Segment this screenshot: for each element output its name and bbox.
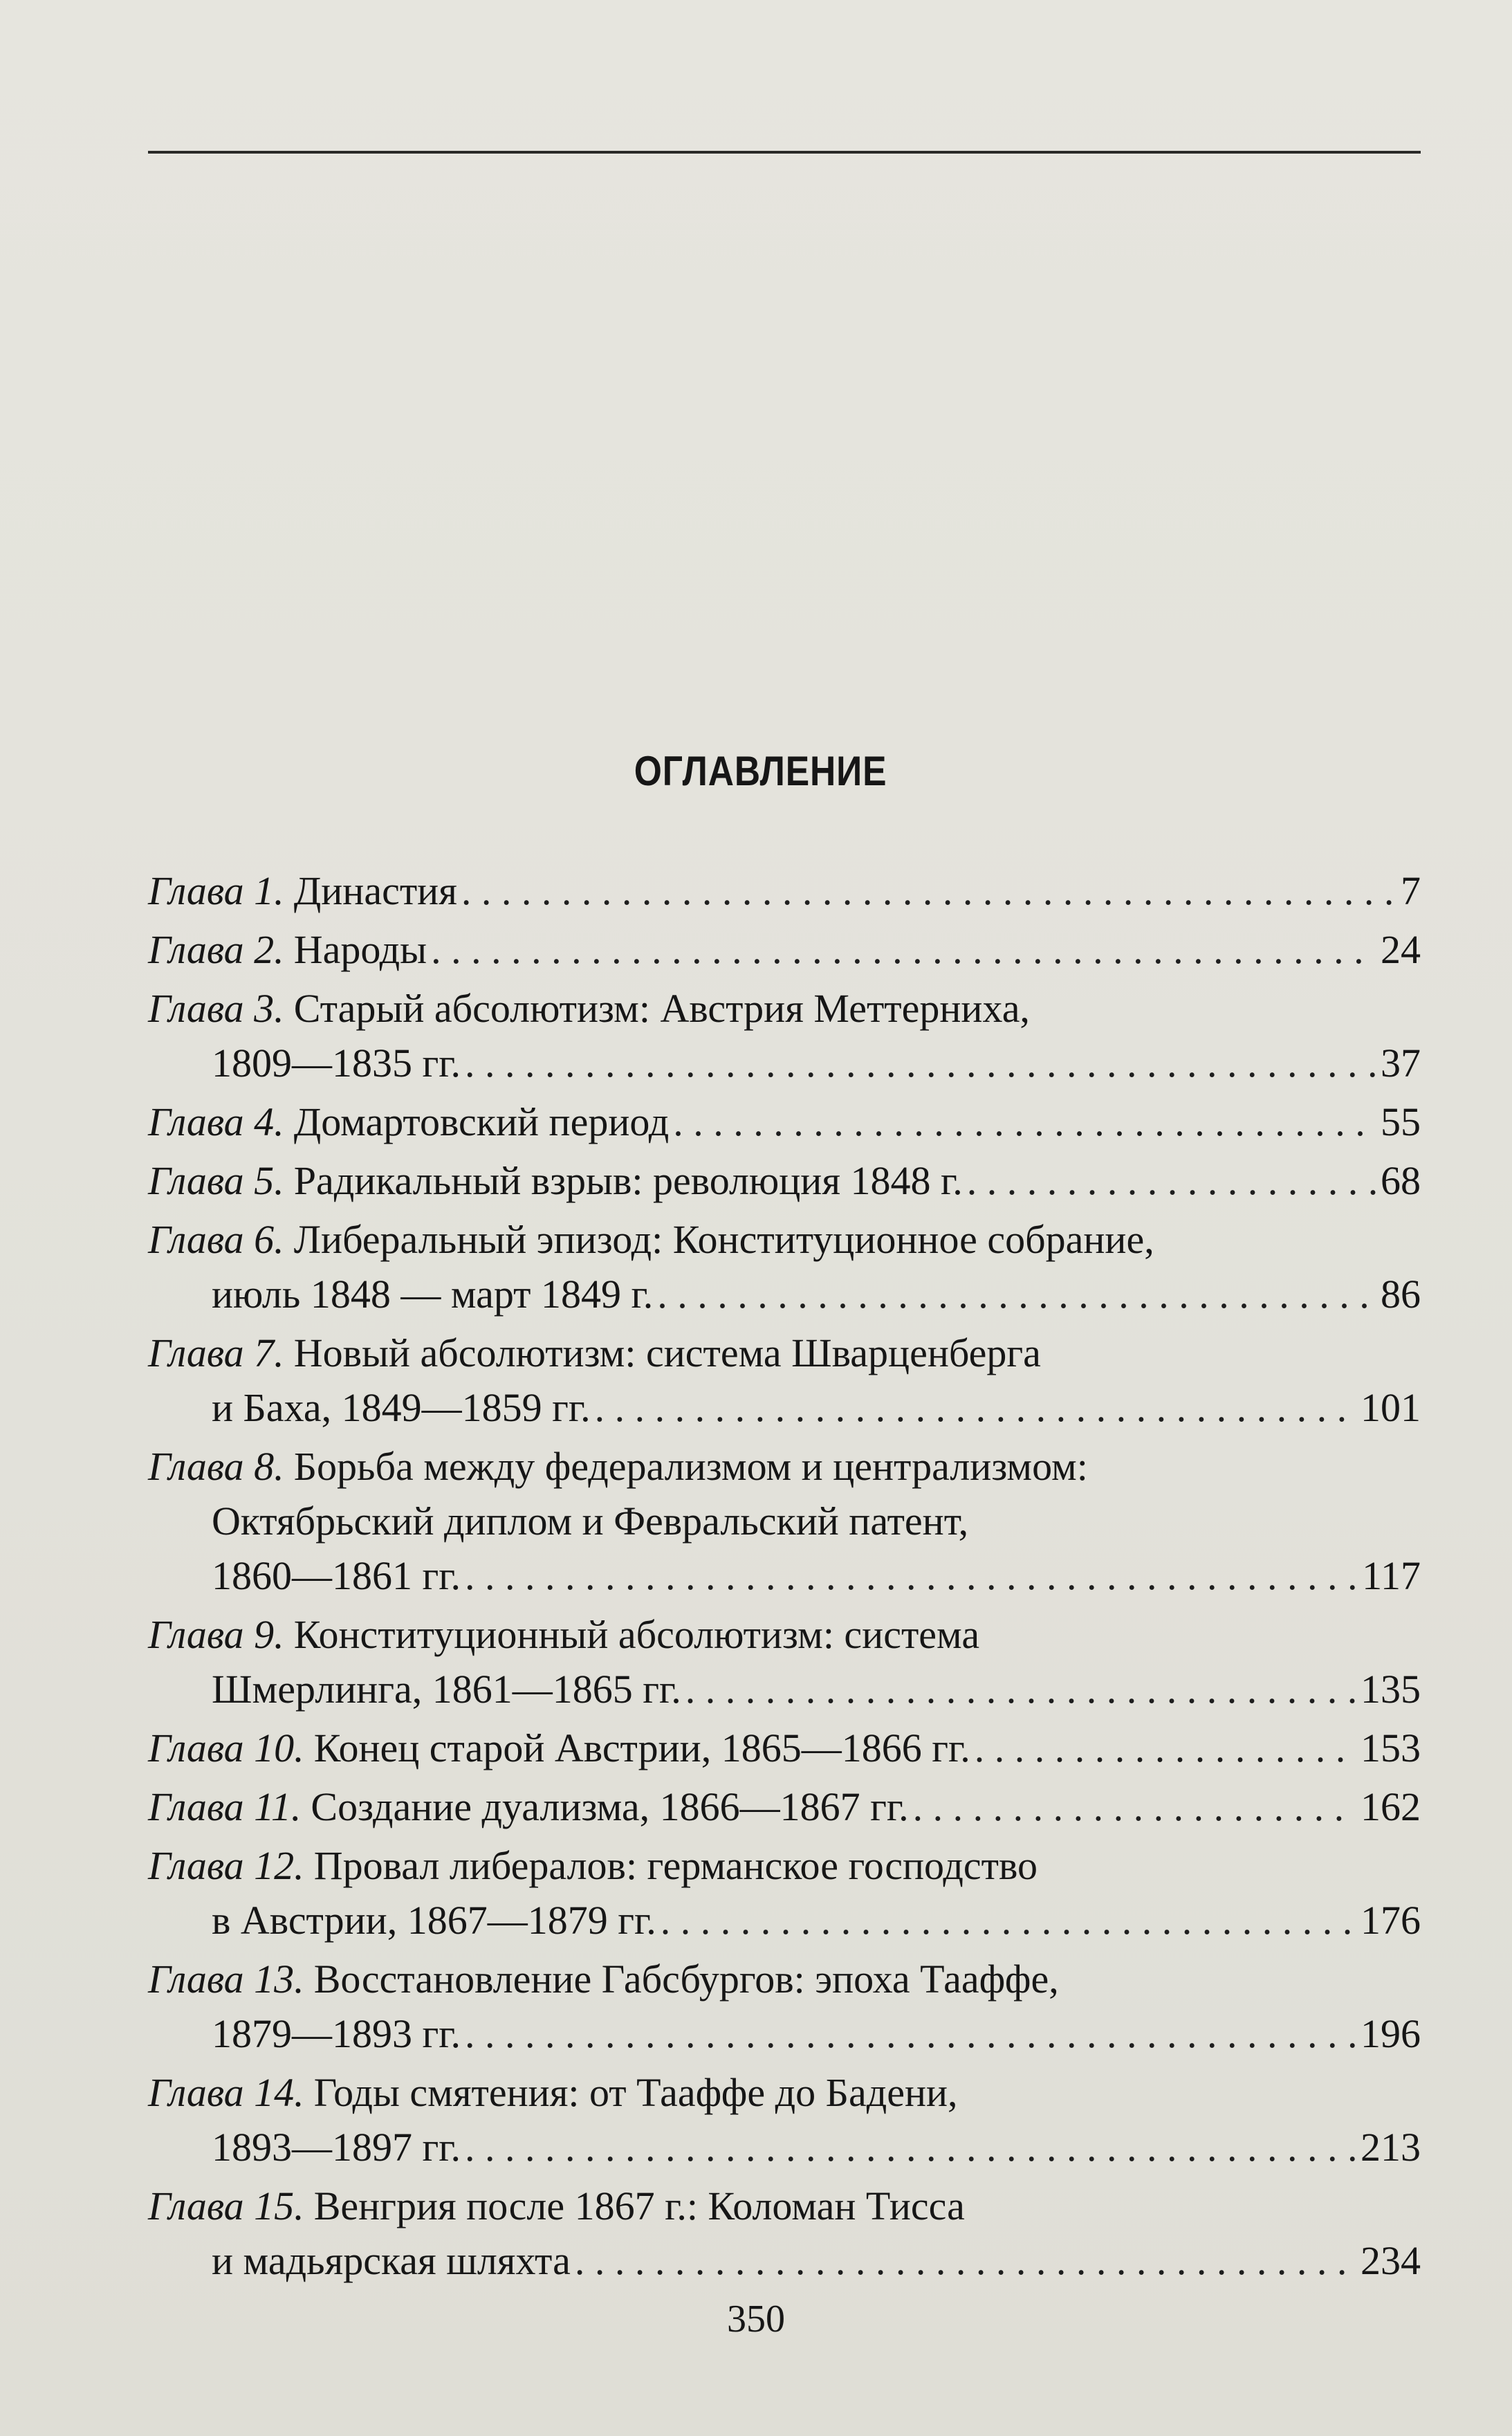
chapter-page-number: 7	[1401, 868, 1421, 913]
toc-entry[interactable]	[148, 1838, 1421, 1948]
chapter-label: Глава 10.	[148, 1725, 304, 1770]
toc-entry-continuation-line	[148, 1380, 1421, 1435]
chapter-title-text: Восстановление Габсбургов: эпоха Тааффе,	[313, 1957, 1059, 2002]
chapter-label: Глава 8.	[148, 1444, 284, 1489]
chapter-label: Глава 14.	[148, 2070, 304, 2115]
toc-entry-continuation-line	[148, 1662, 1421, 1716]
chapter-title-text: 1860—1861 гг.	[212, 1553, 461, 1598]
toc-entry-first-line	[148, 1779, 1421, 1834]
chapter-page-number: 213	[1361, 2125, 1421, 2170]
toc-entry[interactable]	[148, 1326, 1421, 1435]
chapter-label: Глава 1.	[148, 868, 284, 913]
chapter-title-text: и мадьярская шляхта	[212, 2238, 571, 2283]
chapter-title-text: Конституционный абсолютизм: система	[293, 1612, 980, 1657]
dot-leader	[465, 1548, 1358, 1603]
toc-entry[interactable]	[148, 1721, 1421, 1775]
chapter-label: Глава 13.	[148, 1957, 304, 2002]
dot-leader	[465, 1036, 1376, 1090]
chapter-title-text: июль 1848 — март 1849 г.	[212, 1272, 654, 1317]
chapter-title-text: 1879—1893 гг.	[212, 2011, 461, 2056]
toc-entry[interactable]	[148, 1952, 1421, 2061]
toc-entry-first-line	[148, 863, 1421, 918]
toc-entry-continuation-line	[148, 1893, 1421, 1948]
chapter-page-number: 162	[1361, 1784, 1421, 1829]
chapter-title-text: Народы	[293, 927, 427, 972]
page-number: 350	[727, 2298, 785, 2341]
toc-entry[interactable]	[148, 1212, 1421, 1321]
toc-entry-continuation-line	[148, 2006, 1421, 2061]
toc-entry[interactable]	[148, 1095, 1421, 1149]
chapter-title-text: и Баха, 1849—1859 гг.	[212, 1385, 591, 1430]
chapter-title-text: Венгрия после 1867 г.: Коломан Тисса	[313, 2183, 965, 2228]
chapter-title-text: Новый абсолютизм: система Шварценберга	[293, 1330, 1041, 1375]
toc-entry[interactable]	[148, 922, 1421, 977]
chapter-page-number: 117	[1362, 1553, 1421, 1598]
toc-entry[interactable]	[148, 1607, 1421, 1716]
toc-entry[interactable]	[148, 2065, 1421, 2174]
chapter-page-number: 37	[1381, 1041, 1421, 1086]
dot-leader	[575, 2233, 1356, 2288]
toc-entry-first-line	[148, 1721, 1421, 1775]
toc-entry-first-line	[148, 2179, 1421, 2233]
toc-entry-continuation-line	[148, 1267, 1421, 1321]
dot-leader	[431, 922, 1376, 977]
chapter-title-text: Либеральный эпизод: Конституционное собрание,	[293, 1217, 1154, 1262]
chapter-title-text: Домартовский период	[293, 1099, 670, 1144]
chapter-label: Глава 7.	[148, 1330, 284, 1375]
dot-leader	[661, 1893, 1356, 1948]
chapter-title-text: Шмерлинга, 1861—1865 гг.	[212, 1667, 681, 1712]
chapter-page-number: 176	[1361, 1898, 1421, 1943]
toc-entry-continuation-line	[148, 1494, 1421, 1548]
toc-entry-continuation-line	[148, 1548, 1421, 1603]
toc-entry-continuation-line	[148, 1036, 1421, 1090]
chapter-title-text: 1893—1897 гг.	[212, 2125, 461, 2170]
dot-leader	[595, 1380, 1356, 1435]
dot-leader	[657, 1267, 1376, 1321]
toc-entry-first-line	[148, 1439, 1421, 1494]
chapter-title-text: Борьба между федерализмом и централизмом:	[293, 1444, 1088, 1489]
chapter-title-text: Старый абсолютизм: Австрия Меттерниха,	[293, 986, 1030, 1031]
chapter-label: Глава 5.	[148, 1158, 284, 1203]
chapter-label: Глава 6.	[148, 1217, 284, 1262]
dot-leader	[975, 1721, 1356, 1775]
chapter-title-text: 1809—1835 гг.	[212, 1041, 461, 1086]
toc-entry-continuation-line	[148, 2120, 1421, 2174]
dot-leader	[461, 863, 1396, 918]
chapter-page-number: 135	[1361, 1667, 1421, 1712]
toc-entry-first-line	[148, 1607, 1421, 1662]
toc-entry-first-line	[148, 1952, 1421, 2006]
chapter-title-text: в Австрии, 1867—1879 гг.	[212, 1898, 656, 1943]
chapter-title-text: Провал либералов: германское господство	[313, 1843, 1038, 1888]
chapter-label: Глава 3.	[148, 986, 284, 1031]
chapter-title-text: Годы смятения: от Тааффе до Бадени,	[313, 2070, 958, 2115]
chapter-page-number: 24	[1381, 927, 1421, 972]
toc-entry-first-line	[148, 1095, 1421, 1149]
toc-entry[interactable]	[148, 1439, 1421, 1603]
chapter-page-number: 68	[1381, 1158, 1421, 1203]
chapter-label: Глава 4.	[148, 1099, 284, 1144]
chapter-title-text: Октябрьский диплом и Февральский патент,	[212, 1499, 969, 1544]
table-of-contents	[148, 863, 1421, 2292]
header-rule	[148, 151, 1421, 154]
chapter-label: Глава 9.	[148, 1612, 284, 1657]
toc-entry-first-line	[148, 2065, 1421, 2120]
chapter-label: Глава 15.	[148, 2183, 304, 2228]
toc-entry-first-line	[148, 922, 1421, 977]
toc-entry-first-line	[148, 1326, 1421, 1380]
chapter-page-number: 153	[1361, 1725, 1421, 1770]
toc-heading: ОГЛАВЛЕНИЕ	[634, 748, 887, 794]
toc-entry[interactable]	[148, 981, 1421, 1090]
chapter-page-number: 234	[1361, 2238, 1421, 2283]
chapter-label: Глава 11.	[148, 1784, 302, 1829]
toc-entry[interactable]	[148, 1779, 1421, 1834]
toc-entry-first-line	[148, 1153, 1421, 1208]
dot-leader	[913, 1779, 1356, 1834]
chapter-page-number: 196	[1361, 2011, 1421, 2056]
chapter-label: Глава 12.	[148, 1843, 304, 1888]
toc-entry[interactable]	[148, 863, 1421, 918]
chapter-title-text: Конец старой Австрии, 1865—1866 гг.	[313, 1725, 970, 1770]
toc-entry-first-line	[148, 1212, 1421, 1267]
dot-leader	[685, 1662, 1356, 1716]
dot-leader	[465, 2120, 1356, 2174]
dot-leader	[967, 1153, 1376, 1208]
toc-entry-first-line	[148, 981, 1421, 1036]
chapter-title-text: Создание дуализма, 1866—1867 гг.	[311, 1784, 909, 1829]
toc-entry-continuation-line	[148, 2233, 1421, 2288]
toc-entry-first-line	[148, 1838, 1421, 1893]
chapter-page-number: 101	[1361, 1385, 1421, 1430]
chapter-title-text: Радикальный взрыв: революция 1848 г.	[293, 1158, 963, 1203]
chapter-title-text: Династия	[293, 868, 457, 913]
toc-entry[interactable]	[148, 1153, 1421, 1208]
dot-leader	[673, 1095, 1376, 1149]
chapter-page-number: 55	[1381, 1099, 1421, 1144]
chapter-label: Глава 2.	[148, 927, 284, 972]
chapter-page-number: 86	[1381, 1272, 1421, 1317]
toc-entry[interactable]	[148, 2179, 1421, 2288]
dot-leader	[465, 2006, 1356, 2061]
